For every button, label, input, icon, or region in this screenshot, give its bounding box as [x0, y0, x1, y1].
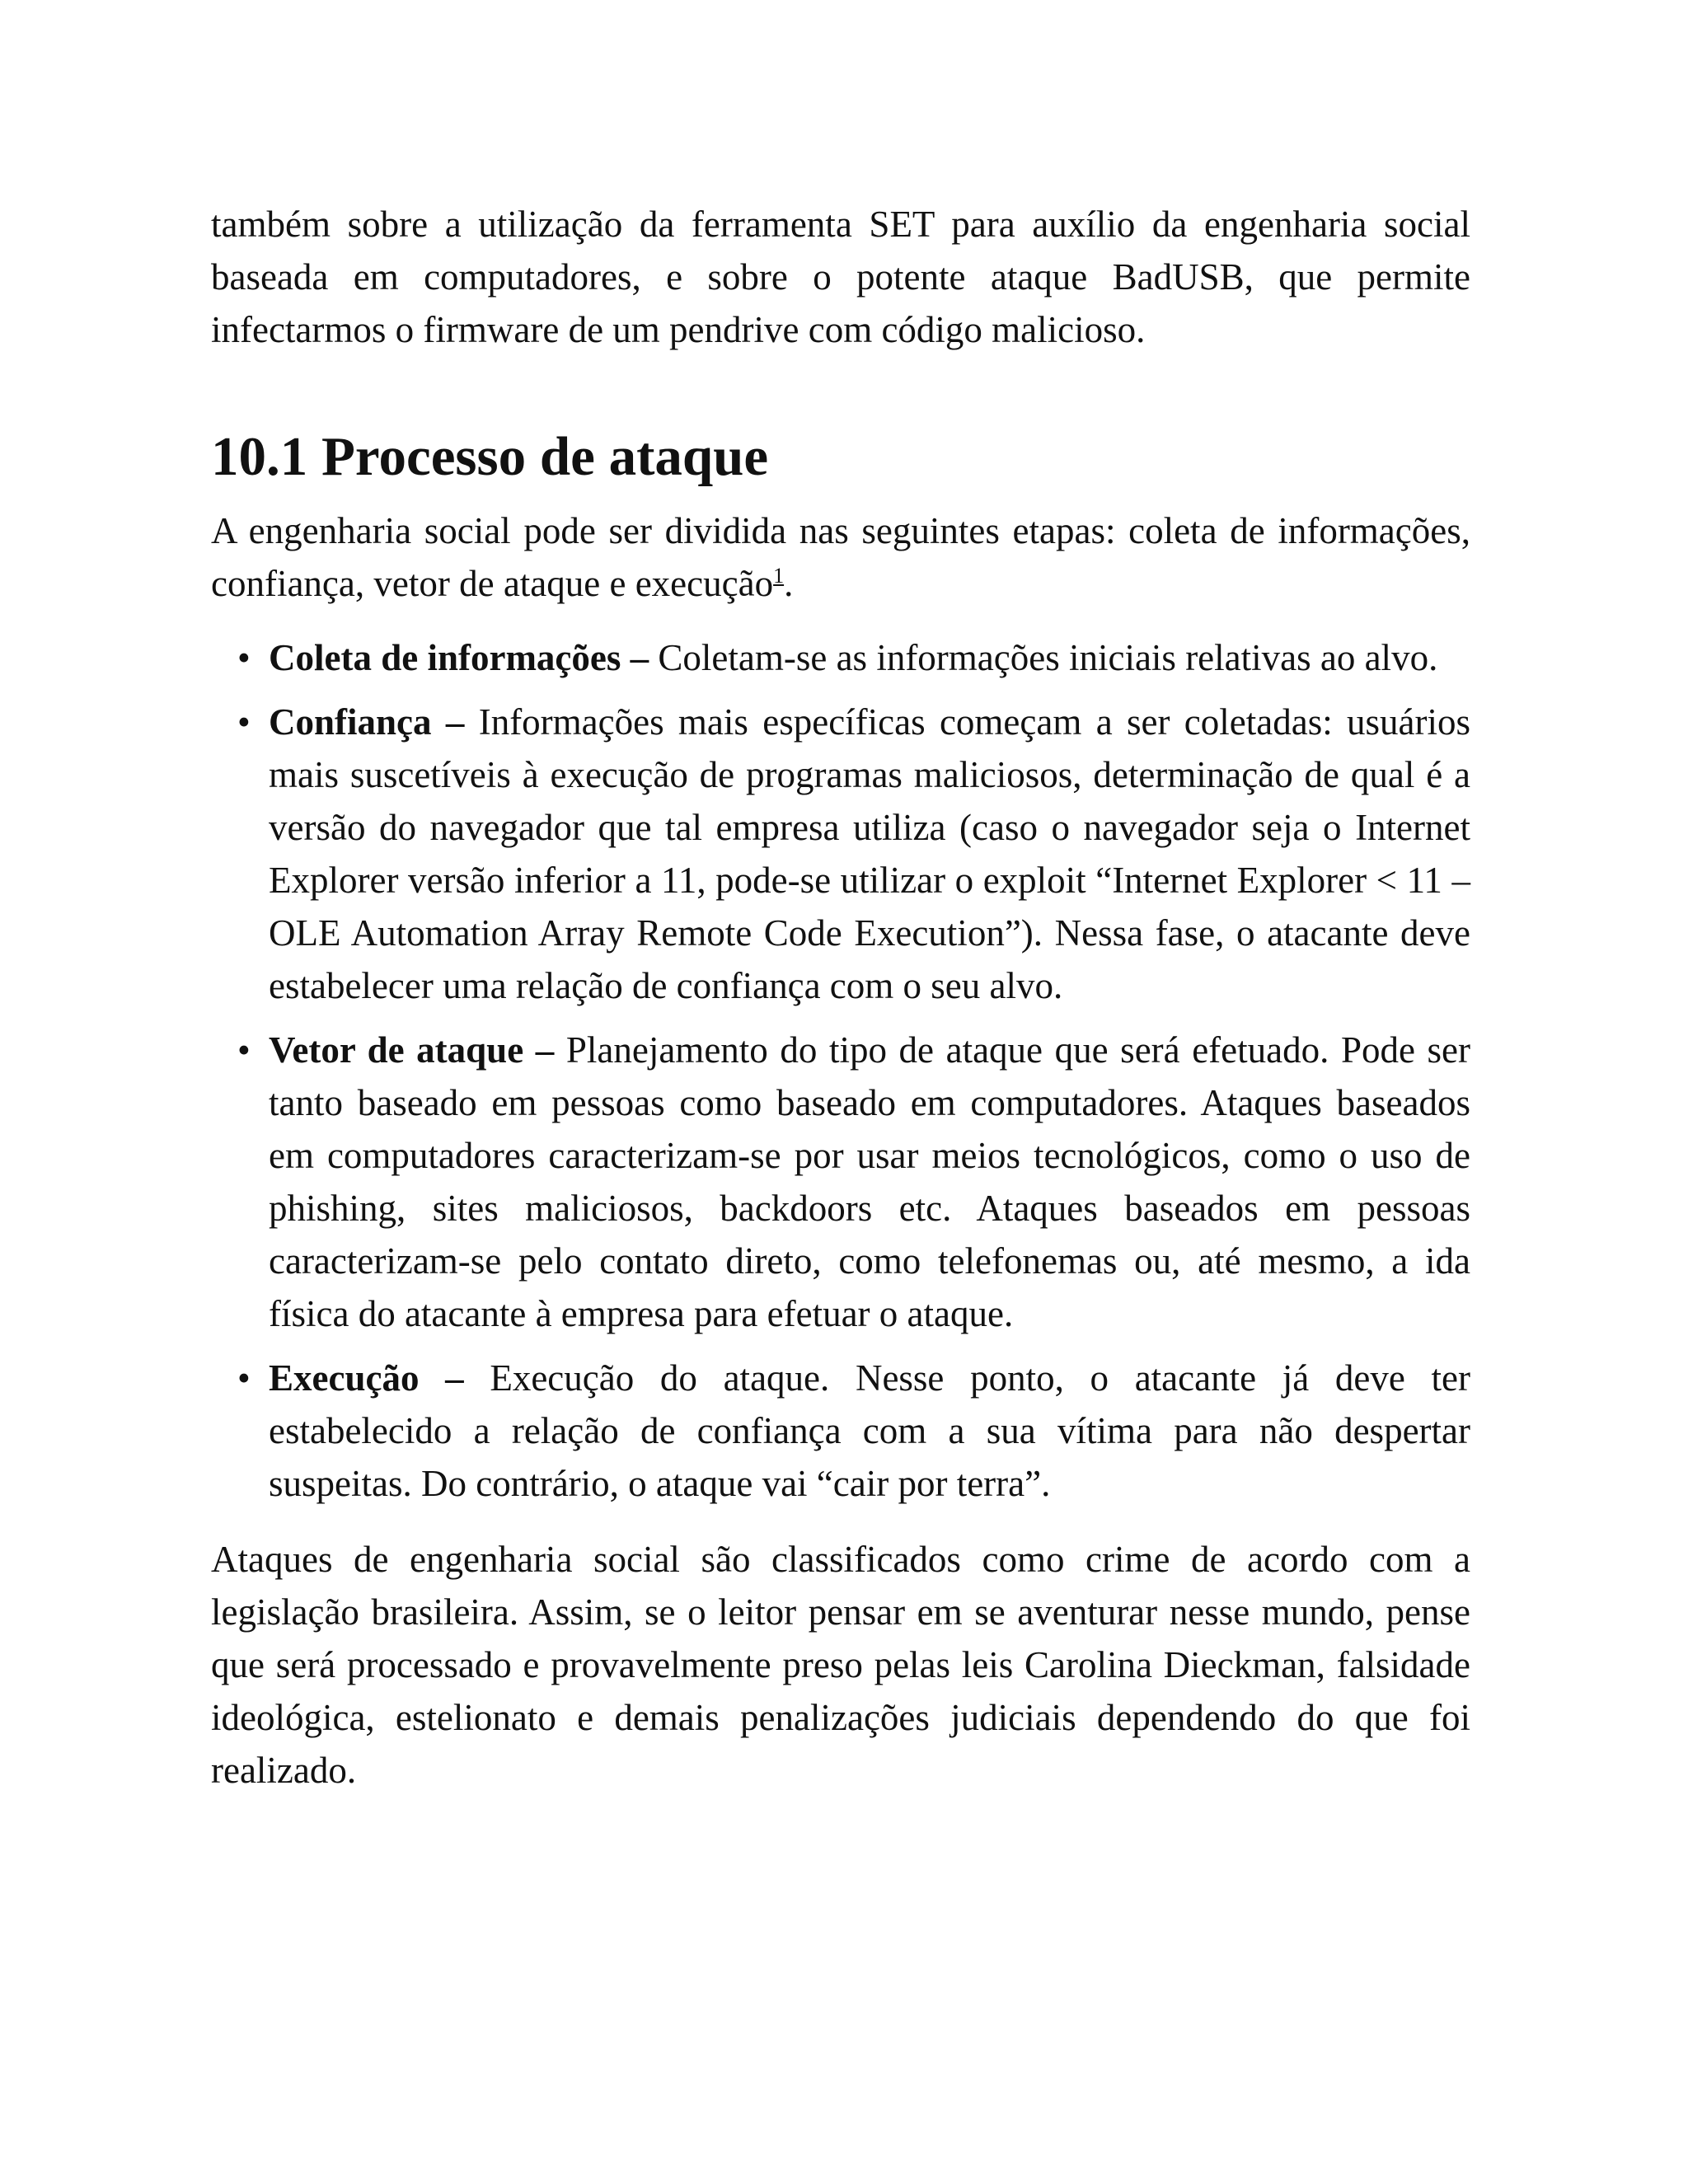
document-page [211, 198, 1470, 1797]
step-dash: – [630, 637, 649, 678]
list-item-execucao [211, 1352, 1470, 1510]
step-dash: – [445, 1357, 464, 1399]
footnote-reference-link[interactable]: 1 [773, 564, 785, 588]
step-text: Planejamento do tipo de ataque que será efetuado. Pode ser tanto baseado em pessoas como baseado em computadores. Ataques baseados em computadores caracterizam-se por usar meios tecnológicos, como o uso de phishing, sites maliciosos, backdoors etc. Ataques baseados em pessoas caracterizam-se pelo contato direto, como telefonemas ou, até mesmo, a ida física do atacante à empresa para efetuar o ataque. [269, 1029, 1471, 1334]
step-dash: – [535, 1029, 555, 1071]
step-term: Confiança [269, 701, 432, 743]
intro-paragraph: também sobre a utilização da ferramenta SET para auxílio da engenharia social baseada em computadores, e sobre o potente ataque BadUSB, que permite infectarmos o firmware de um pendrive com código malicioso. [211, 204, 1470, 350]
closing-paragraph: Ataques de engenharia social são classificados como crime de acordo com a legislação brasileira. Assim, se o leitor pensar em se aventurar nesse mundo, pense que será processado e provavelmente preso pelas leis Carolina Dieckman, falsidade ideológica, estelionato e demais penalizações judiciais dependendo do que foi realizado. [211, 1539, 1470, 1791]
step-text: Execução do ataque. Nesse ponto, o atacante já deve ter estabelecido a relação de confiança com a sua vítima para não despertar suspeitas. Do contrário, o ataque vai “cair por terra”. [269, 1357, 1471, 1504]
section-heading: 10.1 Processo de ataque [211, 426, 769, 487]
step-term: Execução [269, 1357, 420, 1399]
step-term: Coleta de informações [269, 637, 621, 678]
list-item-coleta [211, 631, 1470, 684]
step-term: Vetor de ataque [269, 1029, 524, 1071]
step-text: Informações mais específicas começam a ser coletadas: usuários mais suscetíveis à execução de programas maliciosos, determinação de qual é a versão do navegador que tal empresa utiliza (caso o navegador seja o Internet Explorer versão inferior a 11, pode-se utilizar o exploit “Internet Explorer < 11 – OLE Automation Array Remote Code Execution”). Nessa fase, o atacante deve estabelecer uma relação de confiança com o seu alvo. [269, 701, 1471, 1006]
lead-paragraph [211, 504, 1470, 610]
step-text: Coletam-se as informações iniciais relativas ao alvo. [658, 637, 1438, 678]
lead-end: . [784, 563, 794, 604]
step-dash: – [445, 701, 465, 743]
bullet-icon: • [237, 701, 251, 743]
lead-text: A engenharia social pode ser dividida nas seguintes etapas: coleta de informações, confiança, vetor de ataque e execução [211, 510, 1470, 604]
bullet-icon: • [237, 1029, 251, 1071]
list-item-vetor [211, 1024, 1470, 1340]
list-item-confianca [211, 696, 1470, 1012]
bullet-icon: • [237, 637, 251, 678]
attack-steps-list [211, 631, 1470, 1510]
bullet-icon: • [237, 1357, 251, 1399]
